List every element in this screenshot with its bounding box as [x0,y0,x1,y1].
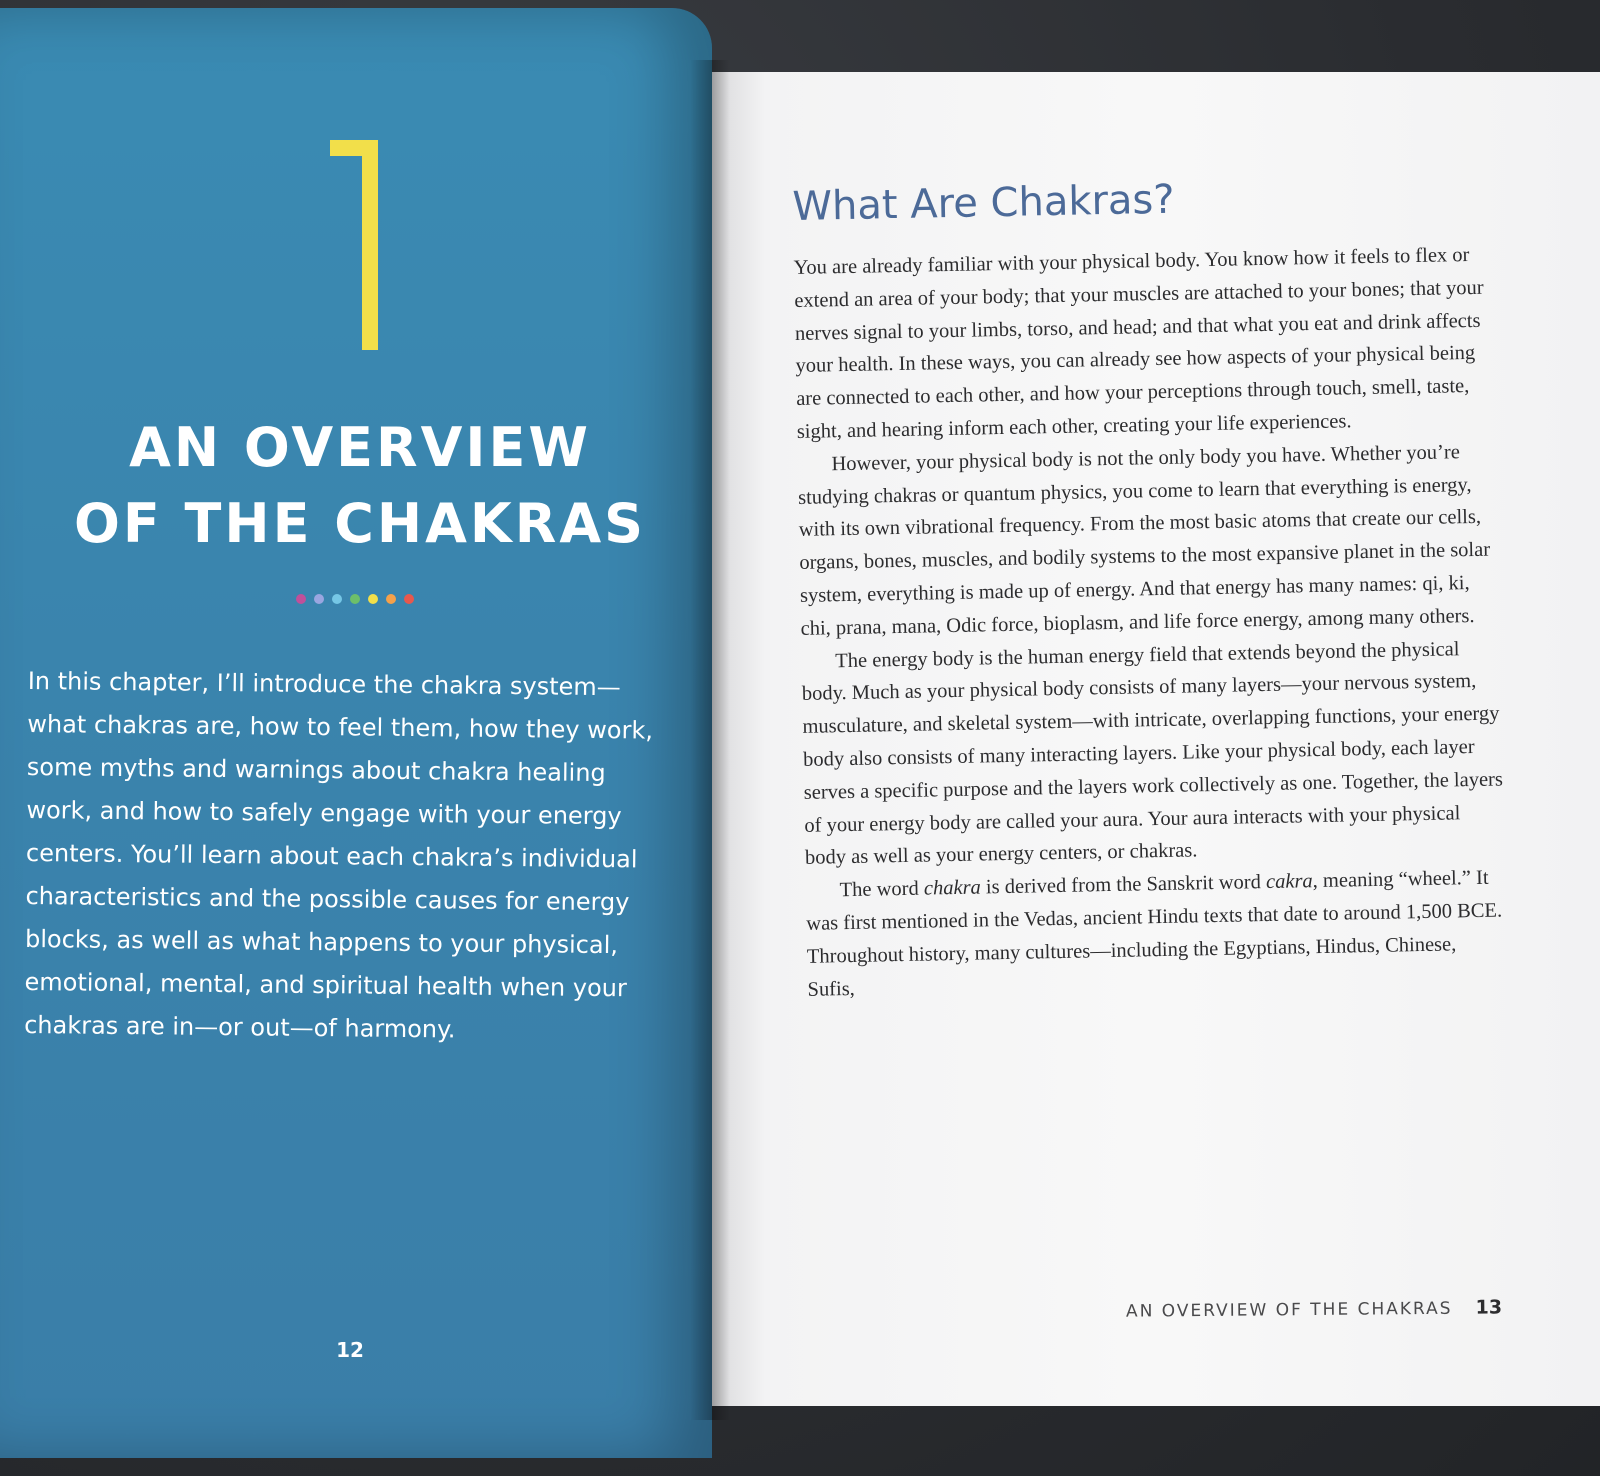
chapter-title-line1: AN OVERVIEW [129,416,591,479]
running-title: AN OVERVIEW OF THE CHAKRAS [1125,1298,1453,1322]
color-dot [296,594,306,604]
chapter-intro: In this chapter, I’ll introduce the chakra system—what chakras are, how to feel them, how they work, some myths and warnings about chakra healing work, and how to safely engage with your energy centers. You’ll learn about each chakra’s individual characteristics and the possible causes for energy blocks, as well as what happens to your physical, emotional, mental, and spiritual health when your chakras are in—or out—of harmony. [24,666,654,1044]
paragraph-text: is derived from the Sanskrit word [980,871,1267,899]
page-number-left: 12 [336,1338,364,1362]
color-dots-divider [296,594,414,606]
color-dot [350,594,360,604]
italic-term: chakra [923,876,982,900]
right-page-content [792,167,1508,1007]
page-number-right: 13 [1475,1296,1503,1319]
paragraph: However, your physical body is not the only body you have. Whether you’re studying chakras or quantum physics, you come to learn that everything is energy, with its own vibrational frequency. From the most basic atoms that create our cells, organs, bones, muscles, and bodily systems to the most expansive planet in the solar system, everything is made up of energy. And that energy has many names: qi, ki, chi, prana, mana, Odic force, bioplasm, and life force energy, among many others. [797,441,1491,640]
color-dot [314,594,324,604]
color-dot [368,594,378,604]
chapter-title-line2: OF THE CHAKRAS [73,492,647,555]
left-page [0,8,712,1458]
paragraph-text: , meaning “wheel.” It was first mentioned in the Vedas, ancient Hindu texts that date to around 1,500 BCE. Throughout history, many cultures—including the Egyptians, Hindus, Chinese, Sufis, [806,866,1503,1001]
color-dot [332,594,342,604]
section-title: What Are Chakras? [792,176,1175,230]
paragraph-text: The word [839,877,925,902]
color-dot [386,594,396,604]
book-gutter-shadow [690,60,730,1420]
paragraph: You are already familiar with your physical body. You know how it feels to flex or extend an area of your body; that your muscles are attached to your bones; that your nerves signal to your limbs, torso, and head; and that what you eat and drink affects your health. In these ways, you can already see how aspects of your physical being are connected to each other, and how your perceptions through touch, smell, taste, sight, and hearing inform each other, creating your life experiences. [793,244,1484,443]
chapter-number-stroke-stem [362,140,378,350]
color-dot [404,594,414,604]
chapter-title [60,410,660,562]
running-footer [1126,1296,1502,1321]
paragraph [805,862,1507,1007]
italic-term: cakra [1265,870,1313,894]
paragraph: The energy body is the human energy field that extends beyond the physical body. Much as your physical body consists of many layers—your nervous system, musculature, and skeletal system—with intricate, overlapping functions, your energy body also consists of many interacting layers. Like your physical body, each layer serves a specific purpose and the layers work collectively as one. Together, the layers of your energy body are called your aura. Your aura interacts with your physical body as well as your energy centers, or chakras. [801,637,1504,870]
body-text [793,239,1507,1007]
right-page [712,72,1600,1406]
chapter-number-graphic [330,140,378,350]
